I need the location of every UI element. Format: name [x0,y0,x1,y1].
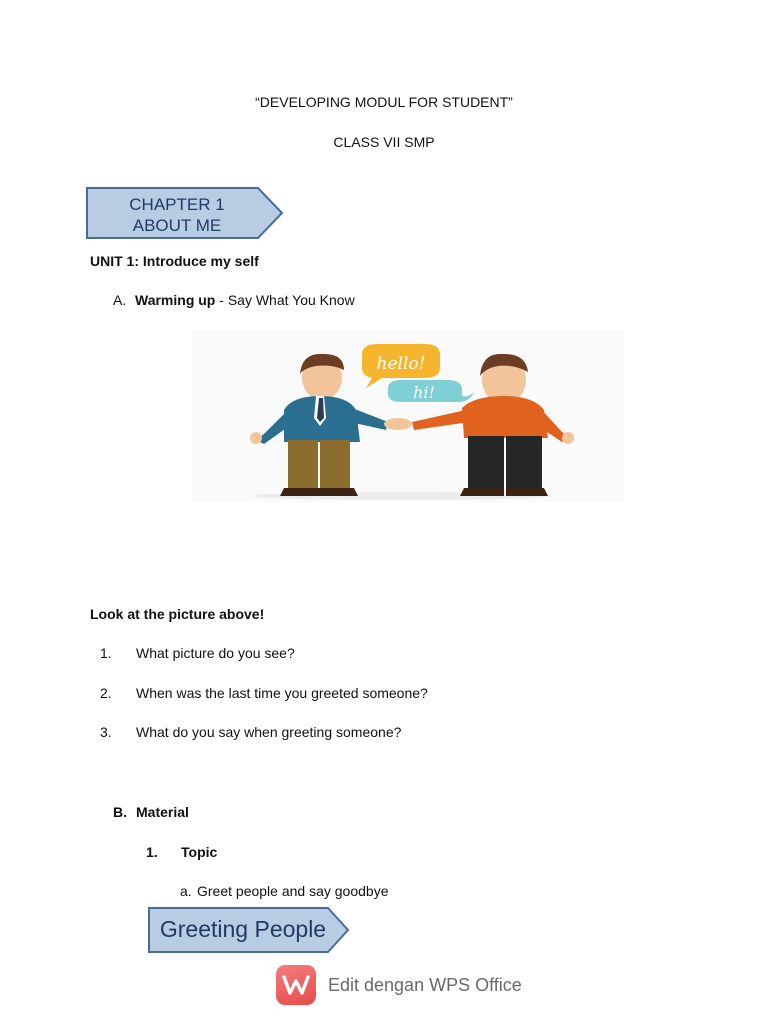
questions-heading: Look at the picture above! [90,606,265,622]
chapter-title: ABOUT ME [132,216,222,235]
handshake-illustration [192,330,624,502]
chapter-label [86,194,268,236]
section-b-title: Material [136,804,189,820]
chapter-arrow-tag [86,187,284,239]
question-text: What picture do you see? [136,645,295,661]
chapter-number: CHAPTER 1 [129,195,225,214]
subtopic-text: Greet people and say goodbye [197,883,389,899]
bubble-hi-text: hi! [413,383,435,402]
question-number: 2. [100,685,112,701]
wps-w-icon [276,965,316,1005]
section-a-heading [135,292,355,308]
document-title: “DEVELOPING MODUL FOR STUDENT” [255,94,513,110]
wps-edit-link[interactable]: Edit dengan WPS Office [328,975,522,995]
subtopic-marker: a. [180,883,192,899]
unit-title: UNIT 1: Introduce my self [90,253,259,269]
question-text: When was the last time you greeted someone? [136,685,428,701]
topic-marker: 1. [146,844,158,860]
section-b-marker: B. [113,804,127,820]
section-a-rest: - Say What You Know [215,292,355,308]
greeting-illustration [192,330,624,502]
section-a-bold: Warming up [135,292,216,308]
greeting-arrow-tag [148,907,350,953]
topic-title: Topic [181,844,218,860]
question-number: 1. [100,645,112,661]
bubble-hello-text: hello! [376,354,426,374]
document-subtitle: CLASS VII SMP [333,134,435,150]
greeting-label: Greeting People [159,916,327,942]
section-a-marker: A. [113,292,127,308]
question-number: 3. [100,724,112,740]
wps-logo-icon[interactable] [276,965,316,1005]
question-text: What do you say when greeting someone? [136,724,402,740]
